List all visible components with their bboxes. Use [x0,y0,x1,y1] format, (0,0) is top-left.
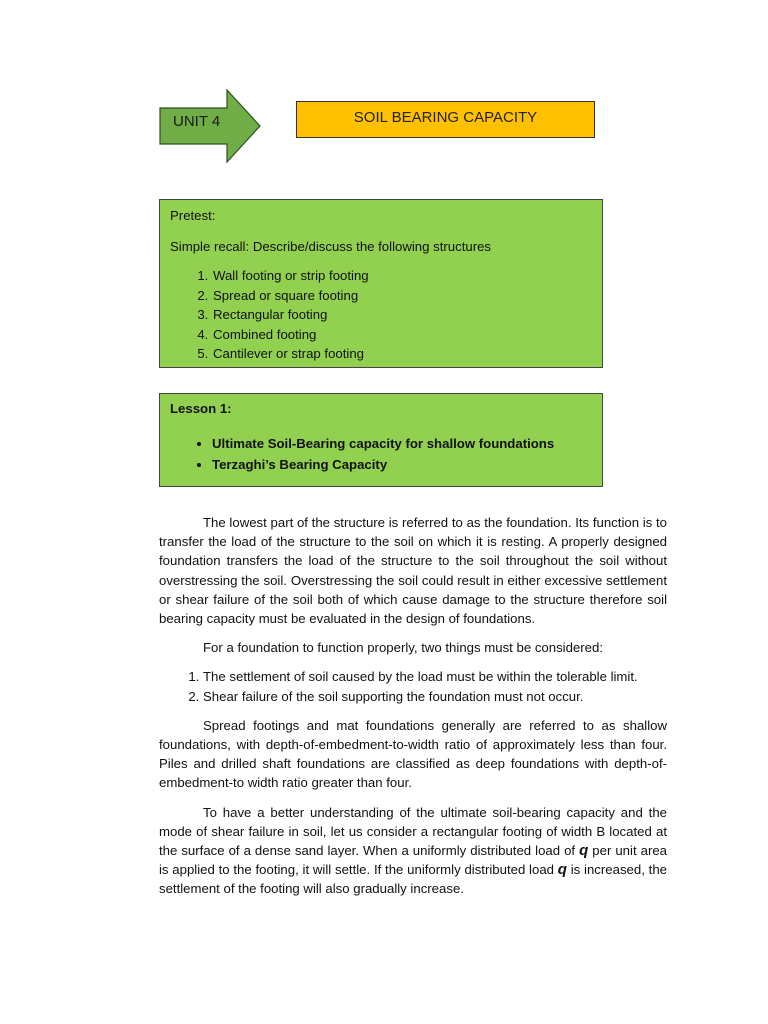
list-item: • Ultimate Soil-Bearing capacity for shallow foundations [212,433,592,454]
considerations-list [159,667,667,705]
title-banner [296,101,595,138]
text-segment: is increased, the settlement of the footing will also gradually increase. [159,862,667,897]
q-symbol: q [557,861,567,879]
paragraph-shallow-deep: Spread footings and mat foundations generally are referred to as shallow foundations, with depth-of-embedment-to-width ratio of approximately less than four. Piles and drilled shaft foundations are classified as deep foundations with depth-of-embedment-to width ratio greater than four. [159,717,667,791]
page-title: SOIL BEARING CAPACITY [353,109,538,126]
paragraph-foundation: The lowest part of the structure is referred to as the foundation. Its function is to transfer the load of the structure to the soil on which it is resting. A properly designed foundation transfers the load of the structure to the soil throughout the soil without overstressing the soil. Overstressing the soil could result in either excessive settlement or shear failure of the soil both of which cause damage to the structure therefore soil bearing capacity must be evaluated in the design of foundations. [159,515,667,627]
pretest-list [170,266,592,364]
body-text [159,513,667,909]
list-item: 1. Wall footing or strip footing [212,266,592,286]
list-item: • Terzaghi’s Bearing Capacity [212,454,592,475]
list-item: 1. The settlement of soil caused by the load must be within the tolerable limit. [203,667,667,686]
list-item: 5. Cantilever or strap footing [212,344,592,364]
lesson-heading: Lesson 1: [170,401,232,416]
list-item: 2. Shear failure of the soil supporting the foundation must not occur. [203,687,667,706]
unit-label: UNIT 4 [173,113,221,130]
pretest-box [159,199,603,368]
list-item: 2. Spread or square footing [212,286,592,306]
q-symbol: q [579,842,589,860]
paragraph-considerations-intro: For a foundation to function properly, two things must be considered: [203,640,604,656]
pretest-heading: Pretest: [170,208,216,223]
lesson-box [159,393,603,487]
lesson-topics [170,433,592,475]
list-item: 4. Combined footing [212,325,592,345]
list-item: 3. Rectangular footing [212,305,592,325]
pretest-instruction: Simple recall: Describe/discuss the following structures [170,239,492,254]
paragraph-bearing-capacity [159,803,667,899]
text-segment: To have a better understanding of the ultimate soil-bearing capacity and the mode of shear failure in soil, let us consider a rectangular footing of width B located at the surface of a dense sand layer. When a uniformly distributed load of [159,804,667,859]
text-segment: per unit area is applied to the footing, it will settle. If the uniformly distributed load [159,843,668,878]
